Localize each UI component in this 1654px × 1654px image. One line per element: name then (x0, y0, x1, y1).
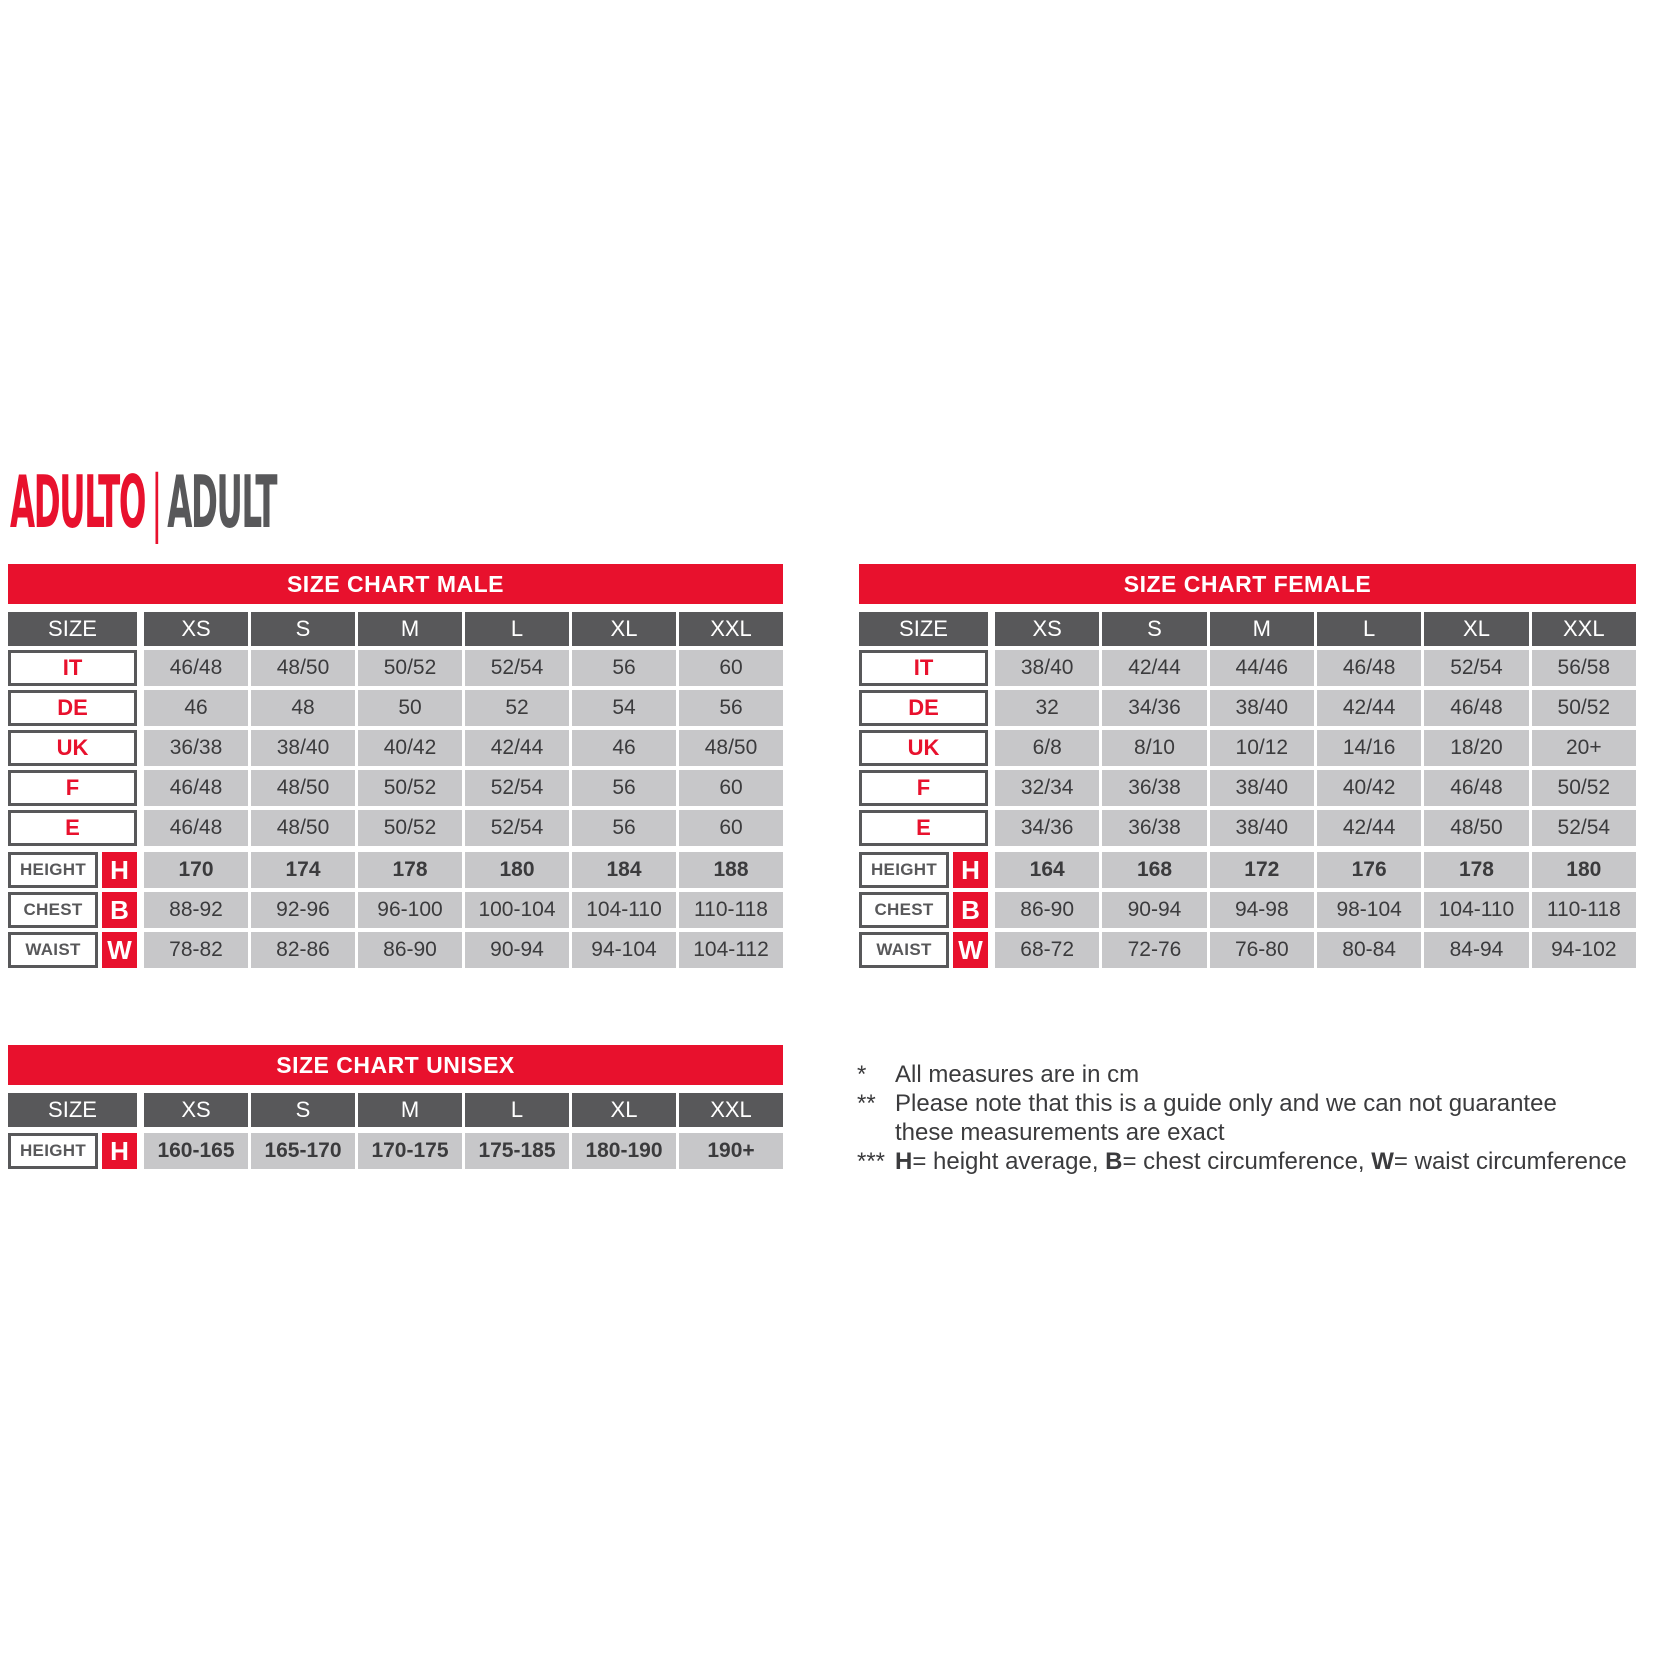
measure-cell: 164 (995, 852, 1099, 888)
measure-cell: 94-102 (1532, 932, 1636, 968)
size-cell: 46/48 (144, 770, 248, 806)
column-header: L (465, 612, 569, 646)
row-label: UK (8, 730, 137, 766)
size-cell: 56 (572, 770, 676, 806)
measure-cell: 80-84 (1317, 932, 1421, 968)
footnote-key-letter: B (1105, 1148, 1123, 1175)
table-header-row (859, 612, 1636, 646)
measure-cell: 72-76 (1102, 932, 1206, 968)
size-row (8, 770, 783, 806)
footnote-key-letter: W (1371, 1148, 1394, 1175)
column-header: XS (144, 1093, 248, 1127)
size-chart-unisex-table (8, 1045, 783, 1173)
size-cell: 42/44 (465, 730, 569, 766)
footnote-segment: All measures are in cm (895, 1061, 1140, 1088)
size-cell: 52/54 (1532, 810, 1636, 846)
column-header: XL (1424, 612, 1528, 646)
measure-cell: 174 (251, 852, 355, 888)
size-cell: 52/54 (465, 770, 569, 806)
column-header: XS (995, 612, 1099, 646)
footnote-line (857, 1147, 1654, 1176)
size-cell: 56 (679, 690, 783, 726)
footnote-line (857, 1060, 1654, 1089)
size-cell: 48/50 (679, 730, 783, 766)
size-chart-female-table (859, 564, 1636, 972)
measure-cell: 86-90 (995, 892, 1099, 928)
size-cell: 46/48 (1317, 650, 1421, 686)
title-adult: ADULT (167, 460, 277, 544)
footnote-line (857, 1118, 1654, 1147)
measure-cell: 100-104 (465, 892, 569, 928)
size-header: SIZE (859, 612, 988, 646)
measure-cell: 180 (1532, 852, 1636, 888)
size-row (8, 650, 783, 686)
measure-cell: 88-92 (144, 892, 248, 928)
measure-label: HEIGHT (8, 1133, 98, 1169)
size-cell: 38/40 (1210, 690, 1314, 726)
measure-label-wrap (859, 932, 988, 968)
measure-label-wrap (8, 1133, 137, 1169)
size-row (8, 810, 783, 846)
size-cell: 46/48 (1424, 690, 1528, 726)
measure-cell: 170 (144, 852, 248, 888)
measure-row (8, 932, 783, 968)
measure-label: CHEST (8, 892, 98, 928)
size-row (859, 650, 1636, 686)
measure-label-wrap (859, 852, 988, 888)
table-title: SIZE CHART MALE (8, 564, 783, 604)
size-cell: 38/40 (995, 650, 1099, 686)
footnote-segment: = chest circumference, (1122, 1148, 1372, 1175)
size-cell: 14/16 (1317, 730, 1421, 766)
measure-cell: 110-118 (1532, 892, 1636, 928)
size-cell: 36/38 (1102, 770, 1206, 806)
measure-label-wrap (859, 892, 988, 928)
measure-cell: 92-96 (251, 892, 355, 928)
size-cell: 42/44 (1317, 810, 1421, 846)
measure-cell: 104-112 (679, 932, 783, 968)
size-cell: 56 (572, 810, 676, 846)
size-cell: 38/40 (1210, 810, 1314, 846)
size-row (859, 810, 1636, 846)
size-cell: 46 (572, 730, 676, 766)
row-label: E (8, 810, 137, 846)
footnote-marker: * (857, 1061, 867, 1088)
size-cell: 42/44 (1317, 690, 1421, 726)
size-cell: 40/42 (1317, 770, 1421, 806)
footnote-text (895, 1147, 1654, 1176)
measure-cell: 178 (1424, 852, 1528, 888)
measure-label: HEIGHT (8, 852, 98, 888)
measure-label: WAIST (8, 932, 98, 968)
table-header-row (8, 1093, 783, 1127)
size-cell: 48/50 (1424, 810, 1528, 846)
measure-cell: 180-190 (572, 1133, 676, 1169)
measure-label-wrap (8, 892, 137, 928)
measure-cell: 168 (1102, 852, 1206, 888)
page-title-text (10, 460, 277, 544)
measure-cell: 96-100 (358, 892, 462, 928)
size-cell: 34/36 (1102, 690, 1206, 726)
size-cell: 36/38 (144, 730, 248, 766)
measure-label-wrap (8, 932, 137, 968)
row-label: F (8, 770, 137, 806)
page-title (10, 460, 602, 544)
measure-row (859, 932, 1636, 968)
measure-cell: 104-110 (1424, 892, 1528, 928)
column-header: M (1210, 612, 1314, 646)
measure-cell: 110-118 (679, 892, 783, 928)
footnotes (857, 1060, 1654, 1176)
size-cell: 36/38 (1102, 810, 1206, 846)
measure-cell: 104-110 (572, 892, 676, 928)
column-header: XXL (679, 612, 783, 646)
footnote-marker (857, 1118, 895, 1147)
size-cell: 50/52 (1532, 770, 1636, 806)
measure-cell: 98-104 (1317, 892, 1421, 928)
size-cell: 6/8 (995, 730, 1099, 766)
footnote-text (895, 1118, 1654, 1147)
row-label: IT (859, 650, 988, 686)
footnote-segment: = height average, (912, 1148, 1106, 1175)
column-header: L (1317, 612, 1421, 646)
measure-row (859, 852, 1636, 888)
size-cell: 56/58 (1532, 650, 1636, 686)
column-header: S (1102, 612, 1206, 646)
measure-letter-badge: B (102, 892, 137, 928)
size-cell: 52/54 (465, 810, 569, 846)
size-cell: 46/48 (1424, 770, 1528, 806)
size-cell: 52/54 (1424, 650, 1528, 686)
size-row (8, 730, 783, 766)
row-label: DE (859, 690, 988, 726)
size-cell: 60 (679, 650, 783, 686)
measure-cell: 188 (679, 852, 783, 888)
title-adulto: ADULTO (10, 460, 146, 544)
footnote-marker: ** (857, 1090, 876, 1117)
size-cell: 40/42 (358, 730, 462, 766)
size-cell: 18/20 (1424, 730, 1528, 766)
measure-cell: 165-170 (251, 1133, 355, 1169)
size-header: SIZE (8, 612, 137, 646)
size-chart-male-table (8, 564, 783, 972)
size-cell: 50/52 (358, 770, 462, 806)
column-header: S (251, 612, 355, 646)
footnote-text (895, 1060, 1654, 1089)
measure-cell: 94-98 (1210, 892, 1314, 928)
column-header: XL (572, 612, 676, 646)
size-row (859, 730, 1636, 766)
size-cell: 50/52 (358, 810, 462, 846)
size-cell: 46/48 (144, 650, 248, 686)
measure-cell: 175-185 (465, 1133, 569, 1169)
footnote-segment: these measurements are exact (895, 1119, 1225, 1146)
column-header: S (251, 1093, 355, 1127)
column-header: M (358, 1093, 462, 1127)
measure-cell: 172 (1210, 852, 1314, 888)
size-row (859, 770, 1636, 806)
size-cell: 44/46 (1210, 650, 1314, 686)
measure-cell: 82-86 (251, 932, 355, 968)
measure-row (8, 1133, 783, 1169)
measure-cell: 184 (572, 852, 676, 888)
measure-cell: 160-165 (144, 1133, 248, 1169)
size-cell: 20+ (1532, 730, 1636, 766)
measure-letter-badge: W (102, 932, 137, 968)
row-label: IT (8, 650, 137, 686)
size-cell: 46/48 (144, 810, 248, 846)
measure-cell: 190+ (679, 1133, 783, 1169)
measure-row (8, 892, 783, 928)
measure-label-wrap (8, 852, 137, 888)
measure-letter-badge: H (953, 852, 988, 888)
size-cell: 10/12 (1210, 730, 1314, 766)
size-row (8, 690, 783, 726)
size-cell: 38/40 (1210, 770, 1314, 806)
measure-letter-badge: H (102, 852, 137, 888)
row-label: UK (859, 730, 988, 766)
table-title: SIZE CHART FEMALE (859, 564, 1636, 604)
size-cell: 60 (679, 770, 783, 806)
footnote-segment: = waist circumference (1393, 1148, 1627, 1175)
measure-cell: 68-72 (995, 932, 1099, 968)
size-cell: 48/50 (251, 770, 355, 806)
column-header: XXL (679, 1093, 783, 1127)
footnote-key-letter: H (895, 1148, 913, 1175)
measure-label: HEIGHT (859, 852, 949, 888)
measure-cell: 84-94 (1424, 932, 1528, 968)
column-header: XXL (1532, 612, 1636, 646)
column-header: L (465, 1093, 569, 1127)
size-cell: 42/44 (1102, 650, 1206, 686)
measure-cell: 180 (465, 852, 569, 888)
size-cell: 32 (995, 690, 1099, 726)
size-cell: 54 (572, 690, 676, 726)
size-cell: 34/36 (995, 810, 1099, 846)
measure-row (859, 892, 1636, 928)
size-cell: 48/50 (251, 810, 355, 846)
size-header: SIZE (8, 1093, 137, 1127)
row-label: E (859, 810, 988, 846)
measure-cell: 176 (1317, 852, 1421, 888)
size-cell: 8/10 (1102, 730, 1206, 766)
size-cell: 52/54 (465, 650, 569, 686)
measure-cell: 94-104 (572, 932, 676, 968)
measure-label: CHEST (859, 892, 949, 928)
title-separator: | (151, 460, 161, 544)
measure-cell: 86-90 (358, 932, 462, 968)
row-label: F (859, 770, 988, 806)
size-cell: 50 (358, 690, 462, 726)
measure-label: WAIST (859, 932, 949, 968)
size-cell: 48/50 (251, 650, 355, 686)
measure-cell: 78-82 (144, 932, 248, 968)
size-cell: 52 (465, 690, 569, 726)
measure-row (8, 852, 783, 888)
size-cell: 46 (144, 690, 248, 726)
measure-cell: 76-80 (1210, 932, 1314, 968)
measure-letter-badge: H (102, 1133, 137, 1169)
column-header: XS (144, 612, 248, 646)
measure-letter-badge: W (953, 932, 988, 968)
size-cell: 50/52 (1532, 690, 1636, 726)
size-cell: 56 (572, 650, 676, 686)
measure-letter-badge: B (953, 892, 988, 928)
size-cell: 32/34 (995, 770, 1099, 806)
measure-cell: 90-94 (1102, 892, 1206, 928)
measure-cell: 90-94 (465, 932, 569, 968)
footnote-line (857, 1089, 1654, 1118)
table-title: SIZE CHART UNISEX (8, 1045, 783, 1085)
column-header: XL (572, 1093, 676, 1127)
size-cell: 48 (251, 690, 355, 726)
footnote-marker: *** (857, 1148, 886, 1175)
table-header-row (8, 612, 783, 646)
measure-cell: 170-175 (358, 1133, 462, 1169)
footnote-segment: Please note that this is a guide only and we can not guarantee (895, 1090, 1557, 1117)
footnote-text (895, 1089, 1654, 1118)
size-cell: 50/52 (358, 650, 462, 686)
measure-cell: 178 (358, 852, 462, 888)
size-cell: 38/40 (251, 730, 355, 766)
column-header: M (358, 612, 462, 646)
size-row (859, 690, 1636, 726)
row-label: DE (8, 690, 137, 726)
size-cell: 60 (679, 810, 783, 846)
